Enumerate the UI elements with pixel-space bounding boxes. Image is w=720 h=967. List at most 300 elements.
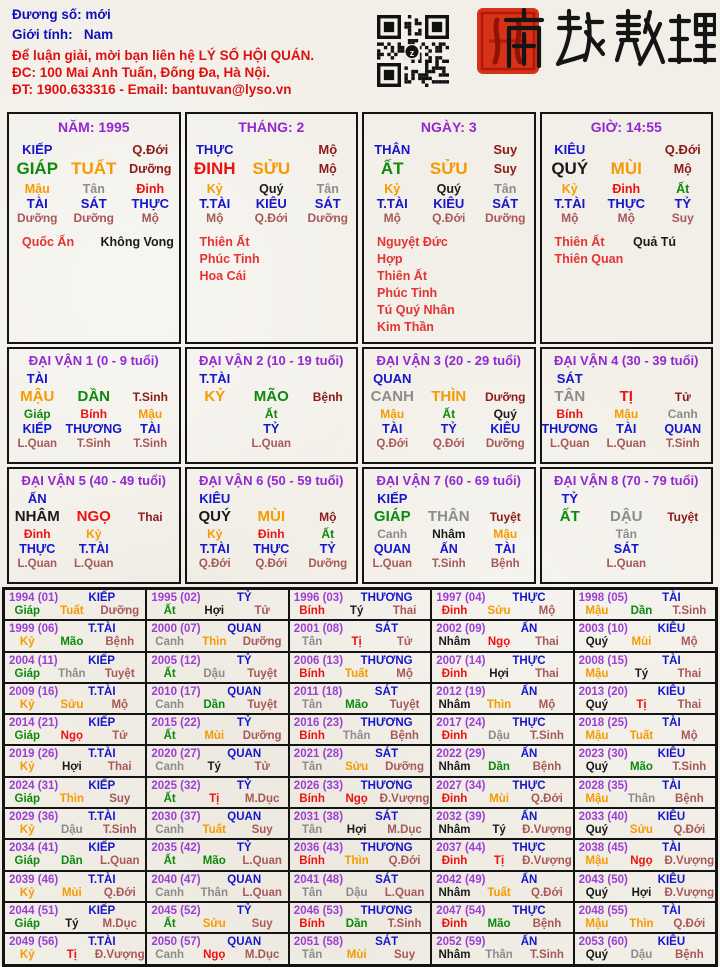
spacer [598, 491, 655, 506]
year-chi: Tị [209, 792, 220, 805]
year-label: 2038 (45) [578, 842, 628, 855]
year-chi: Sửu [629, 824, 653, 837]
pillar-box [7, 112, 181, 344]
subject-line [12, 7, 111, 22]
year-can: Đinh [441, 855, 468, 868]
year-cell [289, 777, 431, 808]
daivan-title: ĐẠI VẬN 1 (0 - 9 tuổi) [28, 353, 159, 368]
hidden-stem: Kỷ [206, 182, 223, 196]
year-label: 2044 (51) [9, 904, 59, 917]
year-star: THƯƠNG [360, 717, 413, 730]
year-chi: Dần [488, 761, 510, 774]
spacer [66, 371, 123, 386]
year-star: TỶ [236, 592, 252, 604]
year-chi: Hợi [204, 605, 225, 617]
hidden-stem: Tân [615, 527, 637, 541]
year-can: Giáp [14, 855, 41, 868]
year-star: KIẾP [88, 904, 116, 917]
year-star: THỰC [512, 717, 546, 730]
year-can: Ất [163, 667, 176, 680]
star-lists [542, 234, 712, 268]
year-chi: Mão [60, 636, 84, 649]
year-star: KIẾP [88, 717, 116, 730]
year-stage: Q.Đới [673, 824, 706, 837]
year-label: 2033 (40) [578, 811, 628, 824]
year-can: Mậu [585, 917, 609, 930]
year-stage: Dưỡng [242, 730, 282, 743]
year-can: Ất [163, 730, 176, 743]
hidden-stem: Nhâm [432, 527, 466, 541]
year-chi: Tuất [202, 824, 226, 837]
hidden-stem: Quý [259, 182, 284, 196]
hidden-stem [655, 527, 712, 542]
daivan-stem: ẤT [559, 508, 580, 525]
hidden-god: T.TÀI [376, 196, 408, 211]
year-chi: Sửu [487, 605, 511, 617]
hidden-stage: Q.Đới [376, 438, 409, 450]
year-stage: Q.Đới [103, 886, 136, 899]
year-stage: Mộ [111, 698, 129, 711]
hidden-stem: Kỷ [384, 182, 401, 196]
year-can: Canh [155, 636, 185, 649]
year-chi: Tuất [629, 730, 654, 743]
daivan-stage: T.Sinh [132, 389, 168, 404]
year-star: ẤN [520, 748, 538, 761]
pillar-stage: Suy [493, 162, 517, 176]
year-stage: M.Dục [244, 949, 280, 962]
year-chi: Dần [60, 855, 83, 868]
year-chi: Hợi [489, 667, 509, 680]
year-star: TÀI [662, 717, 681, 730]
daivan-stem: MẬU [20, 388, 55, 405]
year-cell [289, 839, 431, 870]
hidden-stage: Dưỡng [308, 558, 348, 570]
subject-value: mới [85, 7, 111, 22]
year-chi: Tuất [60, 605, 84, 617]
year-cell [146, 839, 288, 870]
year-label: 2053 (60) [578, 936, 628, 949]
year-label: 2017 (24) [436, 717, 486, 730]
year-can: Tân [301, 886, 323, 899]
year-label: 2022 (29) [436, 748, 486, 761]
hidden-god: T.TÀI [78, 542, 109, 556]
hidden-stem: Kỷ [207, 527, 223, 541]
year-label: 2048 (55) [578, 904, 628, 917]
hidden-stage [122, 557, 179, 571]
year-chi: Thân [342, 730, 371, 743]
hidden-stem: Mậu [380, 407, 405, 421]
hidden-god: TÀI [26, 196, 48, 211]
hidden-god: THƯƠNG [541, 422, 598, 436]
hidden-stage: L.Quan [17, 438, 58, 450]
year-star: SÁT [375, 873, 399, 886]
spacer [421, 371, 478, 386]
header [0, 0, 720, 112]
year-can: Kỷ [19, 886, 35, 899]
daivan-stem: QUÝ [198, 508, 231, 525]
daivan-stem: KỶ [204, 388, 226, 405]
hidden-god: SÁT [314, 196, 341, 211]
spacer [300, 371, 357, 386]
year-cell [146, 808, 288, 839]
hidden-stem: Quý [436, 182, 461, 196]
year-chi: Mùi [346, 949, 367, 962]
year-can: Nhâm [438, 636, 471, 649]
hidden-stem [187, 407, 244, 422]
year-chi: Dần [203, 698, 226, 711]
hidden-stage: Mộ [383, 211, 401, 225]
daivan-branch: THÌN [431, 388, 467, 405]
year-cell [431, 839, 573, 870]
year-stage: Suy [251, 824, 273, 837]
year-star: SÁT [375, 623, 399, 636]
year-can: Mậu [585, 792, 609, 805]
pillar-stem: QUÝ [551, 159, 589, 178]
year-can: Mậu [585, 667, 609, 680]
year-chi: Dậu [345, 886, 368, 899]
daivan-branch: MÃO [253, 388, 289, 405]
year-label: 1996 (03) [293, 592, 344, 604]
year-label: 1994 (01) [9, 592, 59, 604]
year-label: 2047 (54) [436, 904, 486, 917]
year-stage: Q.Đới [531, 886, 563, 899]
year-stage: T.Sinh [530, 949, 564, 962]
year-can: Bính [299, 667, 325, 680]
year-star: T.TÀI [88, 685, 116, 698]
year-chi: Sửu [60, 698, 84, 711]
year-star: QUAN [227, 748, 262, 761]
star-item: Phúc Tinh [377, 286, 438, 300]
qr-code [377, 15, 449, 87]
year-stage: Tử [112, 730, 128, 743]
year-label: 2018 (25) [578, 717, 628, 730]
year-can: Kỷ [19, 949, 35, 962]
year-can: Giáp [14, 667, 41, 680]
hidden-stage: L.Quan [73, 558, 114, 570]
year-label: 2024 (31) [9, 779, 59, 792]
pillar-title: GIỜ: 14:55 [590, 119, 662, 135]
hidden-god: QUAN [664, 422, 702, 436]
year-chi: Mão [202, 855, 226, 868]
pillar-stem: ĐINH [193, 159, 236, 178]
svg-text:z: z [409, 47, 415, 58]
hidden-stage: L.Quan [606, 438, 647, 450]
hidden-god: THƯƠNG [65, 422, 122, 436]
year-label: 2026 (33) [293, 779, 344, 792]
hidden-stage [655, 557, 712, 571]
hidden-stage: T.Sinh [133, 438, 168, 450]
year-label: 2049 (56) [9, 936, 59, 949]
year-label: 2032 (39) [436, 811, 486, 824]
year-label: 2005 (12) [151, 654, 201, 667]
year-can: Tân [301, 698, 323, 711]
daivan-branch: THÂN [427, 508, 470, 525]
hidden-stage: L.Quan [606, 558, 647, 570]
year-can: Bính [299, 917, 325, 930]
year-star: TÀI [662, 842, 681, 855]
hidden-god: KIẾP [22, 422, 52, 436]
hidden-stem [300, 407, 357, 422]
year-label: 2052 (59) [436, 936, 486, 949]
year-chi: Mùi [61, 886, 82, 899]
year-label: 2001 (08) [293, 623, 344, 636]
hidden-stage: Q.Đới [254, 211, 288, 225]
pillar-grid [7, 112, 713, 344]
daivan-stage: Bệnh [312, 389, 343, 404]
spacer [655, 371, 712, 386]
pillar-branch: MÙI [610, 159, 642, 178]
pillar-title: NĂM: 1995 [57, 119, 130, 135]
year-cell [431, 902, 573, 933]
daivan-box [540, 347, 714, 464]
year-can: Ất [163, 917, 176, 930]
year-label: 2019 (26) [9, 748, 59, 761]
hidden-god: SÁT [80, 196, 107, 211]
year-label: 2016 (23) [293, 717, 344, 730]
contact-line-2: ĐC: 100 Mai Anh Tuấn, Đống Đa, Hà Nội. [12, 65, 271, 80]
daivan-branch: DẦN [77, 388, 110, 405]
year-label: 2004 (11) [9, 654, 58, 667]
hidden-god: T.TÀI [199, 542, 230, 556]
year-can: Đinh [441, 667, 468, 680]
year-cell [4, 745, 146, 776]
hidden-stem: Bính [80, 407, 108, 421]
year-chi: Thân [485, 949, 513, 962]
year-star: KIÊU [657, 936, 686, 949]
hidden-god: TÀI [140, 422, 161, 436]
year-label: 2007 (14) [436, 654, 486, 667]
year-can: Kỷ [19, 824, 35, 837]
daivan-god: TỶ [561, 491, 579, 506]
year-star: THỰC [512, 592, 546, 604]
spacer [243, 371, 300, 386]
year-label: 1995 (02) [151, 592, 201, 604]
hidden-stem: Ất [321, 527, 335, 541]
year-label: 2015 (22) [151, 717, 201, 730]
spacer [122, 491, 179, 506]
daivan-box [185, 467, 359, 584]
hidden-god: THỰC [253, 542, 290, 556]
daivan-box [362, 467, 536, 584]
year-cell [574, 589, 716, 620]
hidden-stage: L.Quan [251, 438, 292, 450]
year-star: KIẾP [88, 779, 116, 792]
year-chi: Mão [345, 698, 369, 711]
hidden-god: THỰC [607, 196, 645, 211]
pillar-top-god: THỰC [195, 142, 234, 157]
star-lists [9, 234, 179, 251]
year-stage: Mộ [681, 730, 698, 743]
year-label: 2030 (37) [151, 811, 201, 824]
year-star: QUAN [227, 685, 262, 698]
year-stage: Bệnh [674, 949, 704, 962]
year-can: Nhâm [438, 761, 471, 774]
year-star: THƯƠNG [360, 842, 413, 855]
year-stage: Bệnh [390, 730, 419, 743]
year-can: Nhâm [438, 886, 471, 899]
year-chi: Thìn [344, 855, 369, 868]
year-chi: Tị [66, 949, 77, 962]
daivan-title: ĐẠI VẬN 6 (50 - 59 tuổi) [199, 473, 344, 488]
hidden-god: T.TÀI [554, 196, 586, 211]
year-cell [146, 683, 288, 714]
daivan-stem: CANH [370, 388, 414, 405]
year-cell [4, 683, 146, 714]
year-can: Ất [163, 792, 176, 805]
year-stage: M.Dục [102, 917, 137, 930]
year-star: THƯƠNG [360, 904, 413, 917]
hidden-stem: Kỷ [86, 527, 102, 541]
pillar-box [540, 112, 714, 344]
pillar-stage: Dưỡng [129, 162, 172, 176]
year-stage: Tuyệt [389, 698, 420, 711]
pillar-stem: GIÁP [16, 159, 59, 178]
year-cell [289, 652, 431, 683]
hidden-stem: Đinh [257, 527, 285, 541]
spacer [598, 371, 655, 386]
year-chi: Tị [493, 855, 505, 868]
hidden-stage: Bệnh [490, 558, 520, 570]
hidden-god: THỰC [19, 542, 56, 556]
daivan-title: ĐẠI VẬN 5 (40 - 49 tuổi) [21, 473, 166, 488]
years-table [2, 587, 718, 967]
year-cell [574, 714, 716, 745]
year-star: TÀI [662, 654, 681, 667]
year-star: ẤN [520, 873, 538, 886]
year-cell [4, 871, 146, 902]
pillar-branch: SỬU [429, 159, 468, 178]
year-cell [574, 808, 716, 839]
year-cell [289, 589, 431, 620]
year-label: 2012 (19) [436, 685, 486, 698]
pillar-top-god: KIÊU [554, 142, 586, 157]
year-star: TỶ [236, 904, 252, 917]
hidden-stage: T.Sinh [431, 558, 466, 570]
hidden-stem: Mậu [614, 407, 639, 421]
daivan-stage: Tuyệt [489, 509, 521, 524]
year-chi: Ngọ [203, 949, 226, 962]
year-cell [146, 652, 288, 683]
hidden-stage: Q.Đới [432, 438, 465, 450]
year-chi: Hợi [62, 761, 82, 774]
hidden-stem: Đinh [612, 182, 641, 196]
hidden-stem: Canh [667, 407, 698, 421]
year-star: THƯƠNG [360, 654, 413, 667]
hidden-stage: L.Quan [549, 438, 590, 450]
daivan-title: ĐẠI VẬN 2 (10 - 19 tuổi) [199, 353, 344, 368]
year-label: 2027 (34) [436, 779, 486, 792]
pillar-top-stage: Q.Đới [664, 142, 701, 157]
year-chi: Mùi [631, 636, 652, 649]
year-chi: Tý [492, 824, 506, 837]
year-star: QUAN [227, 936, 262, 949]
year-star: KIẾP [88, 842, 116, 855]
hidden-god [542, 542, 599, 557]
year-stage: Tử [396, 636, 413, 649]
year-star: THỰC [512, 842, 546, 855]
year-label: 2021 (28) [293, 748, 344, 761]
year-cell [431, 714, 573, 745]
spacer [477, 491, 534, 506]
pillar-top-god: KIẾP [22, 142, 53, 157]
year-chi: Tị [636, 698, 647, 711]
year-cell [146, 871, 288, 902]
star-item: Thiên Ất [199, 235, 250, 249]
year-star: TỶ [236, 842, 252, 855]
year-label: 2000 (07) [151, 623, 201, 636]
hidden-god [300, 422, 357, 437]
pillar-box [185, 112, 359, 344]
star-item: Thiên Quan [554, 252, 624, 266]
year-stage: Bệnh [105, 636, 135, 649]
year-cell [431, 745, 573, 776]
year-can: Canh [155, 698, 185, 711]
year-star: ẤN [520, 811, 538, 824]
hidden-stem: Mậu [24, 182, 50, 196]
year-can: Tân [301, 949, 323, 962]
year-star: KIẾP [88, 654, 115, 667]
year-stage: L.Quan [99, 855, 140, 868]
year-cell [431, 808, 573, 839]
hidden-stem: Ất [264, 407, 278, 421]
hidden-stage: T.Sinh [665, 438, 700, 450]
year-star: ẤN [520, 936, 538, 949]
daivan-box [362, 347, 536, 464]
year-star: TÀI [662, 779, 681, 792]
daivan-grid-2 [7, 467, 713, 584]
year-star: T.TÀI [88, 873, 116, 886]
year-can: Bính [299, 605, 325, 617]
year-star: T.TÀI [88, 811, 116, 824]
year-chi: Mùi [489, 792, 509, 805]
pillar-stage: Mộ [673, 162, 692, 176]
year-chi: Thân [200, 886, 228, 899]
year-can: Canh [155, 886, 185, 899]
hidden-stem: Mậu [493, 527, 518, 541]
year-stage: L.Quan [242, 855, 282, 868]
year-star: TÀI [662, 592, 681, 604]
hidden-god: TỶ [319, 542, 336, 556]
year-stage: Suy [109, 792, 131, 805]
year-cell [146, 714, 288, 745]
spacer [300, 491, 357, 506]
hidden-stem: Bính [556, 407, 584, 421]
year-label: 2039 (46) [9, 873, 59, 886]
year-chi: Ngọ [487, 636, 511, 649]
year-can: Đinh [441, 730, 468, 743]
star-item: Tú Quý Nhân [377, 303, 455, 317]
pillar-stage: Mộ [318, 162, 337, 176]
year-stage: M.Dục [244, 792, 280, 805]
year-stage: Bệnh [674, 792, 704, 805]
year-stage: Bệnh [532, 761, 562, 774]
year-can: Mậu [585, 730, 609, 743]
year-star: TỶ [236, 717, 252, 730]
year-chi: Tý [207, 761, 221, 774]
year-stage: Đ.Vượng [664, 886, 715, 899]
year-label: 1997 (04) [436, 592, 486, 604]
year-can: Đinh [441, 917, 468, 930]
pillar-title: NGÀY: 3 [420, 119, 477, 135]
year-label: 2006 (13) [293, 654, 344, 667]
daivan-god: KIÊU [199, 491, 231, 506]
year-label: 2002 (09) [436, 623, 486, 636]
hidden-stem: Tân [316, 182, 339, 196]
hidden-stem: Giáp [23, 407, 51, 421]
year-can: Nhâm [438, 698, 471, 711]
star-lists [364, 234, 534, 336]
year-label: 2050 (57) [151, 936, 201, 949]
